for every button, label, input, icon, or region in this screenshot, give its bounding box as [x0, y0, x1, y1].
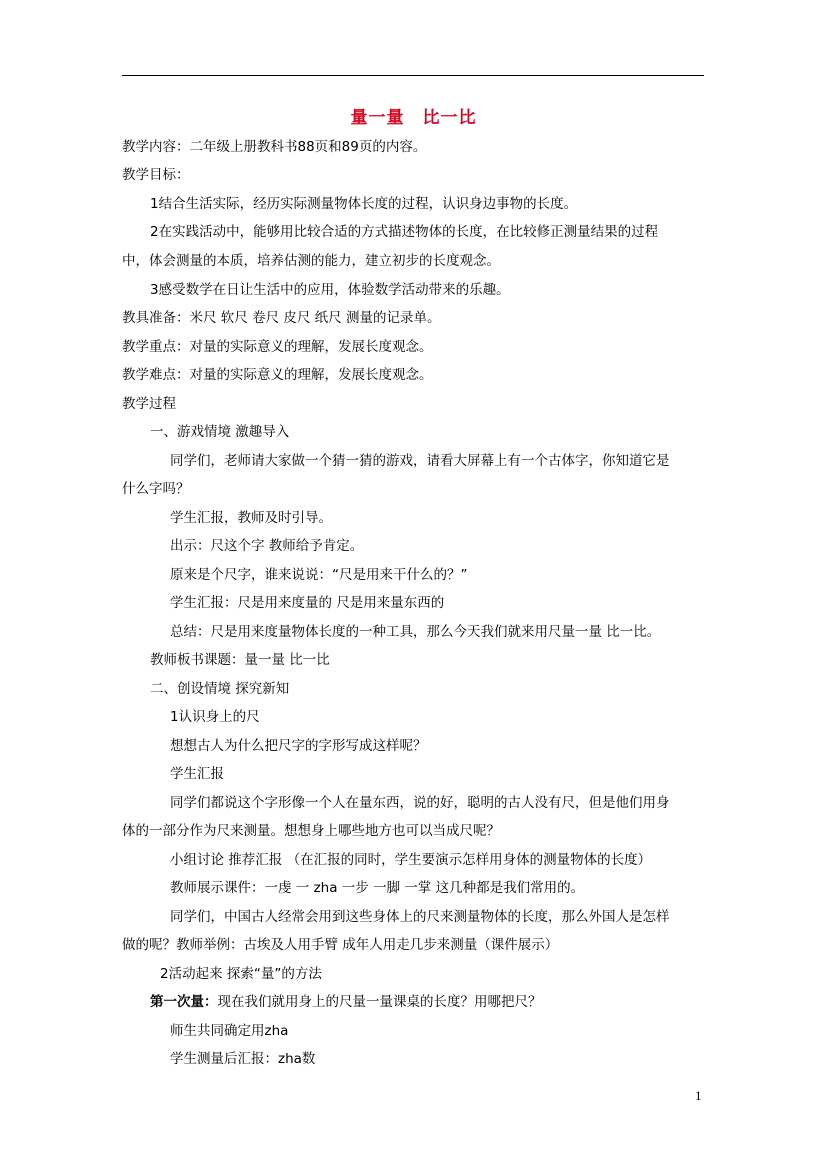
section-heading: 二、创设情境 探究新知 — [150, 681, 290, 697]
text-line: 教学目标： — [122, 167, 190, 183]
header-rule — [122, 75, 704, 76]
page-title: 量一量 比一比 — [350, 108, 477, 128]
text-line: 2在实践活动中，能够用比较合适的方式描述物体的长度，在比较修正测量结果的过程 — [150, 224, 659, 240]
text-line: 同学们，中国古人经常会用到这些身体上的尺来测量物体的长度，那么外国人是怎样 — [170, 909, 670, 925]
text-line: 学生汇报，教师及时引导。 — [170, 510, 332, 526]
text-line: 3感受数学在日让生活中的应用，体验数学活动带来的乐趣。 — [150, 282, 510, 298]
text-line: 1结合生活实际，经历实际测量物体长度的过程，认识身边事物的长度。 — [150, 196, 578, 212]
text-line: 教学过程 — [122, 396, 176, 412]
text-line: 学生汇报 — [170, 766, 224, 782]
text-line: 想想古人为什么把尺字的字形写成这样呢？ — [170, 738, 427, 754]
text-line: 小组讨论 推荐汇报 （在汇报的同时，学生要演示怎样用身体的测量物体的长度） — [170, 852, 652, 868]
text-line: 师生共同确定用zha — [170, 1023, 289, 1039]
text-line: 教学难点：对量的实际意义的理解，发展长度观念。 — [122, 367, 433, 383]
text-line: 出示：尺这个字 教师给予肯定。 — [170, 538, 364, 554]
text-line: 同学们都说这个字形像一个人在量东西，说的好，聪明的古人没有尺，但是他们用身 — [170, 795, 670, 811]
text-line: 什么字吗？ — [122, 481, 190, 497]
page-number: 1 — [695, 1088, 702, 1103]
text-line: 教师板书课题：量一量 比一比 — [150, 652, 330, 668]
text-line: 学生汇报：尺是用来度量的 尺是用来量东西的 — [170, 595, 445, 611]
text-line-rest: 现在我们就用身上的尺量一量课桌的长度？用哪把尺？ — [217, 994, 542, 1010]
text-line: 原来是个尺字，谁来说说：“尺是用来干什么的？” — [170, 567, 468, 583]
text-line: 1认识身上的尺 — [170, 709, 260, 725]
text-line: 同学们，老师请大家做一个猜一猜的游戏，请看大屏幕上有一个古体字，你知道它是 — [170, 453, 670, 469]
text-line — [150, 992, 542, 1012]
text-line: 中，体会测量的本质，培养估测的能力，建立初步的长度观念。 — [122, 253, 500, 269]
text-line: 2活动起来 探索“量”的方法 — [160, 966, 322, 982]
text-line: 总结：尺是用来度量物体长度的一种工具，那么今天我们就来用尺量一量 比一比。 — [170, 624, 661, 640]
text-line: 教师展示课件：一虔 一 zha 一步 一脚 一掌 这几种都是我们常用的。 — [170, 880, 585, 896]
bold-label: 第一次量： — [150, 994, 218, 1010]
text-line: 教学重点：对量的实际意义的理解，发展长度观念。 — [122, 339, 433, 355]
text-line: 学生测量后汇报：zha数 — [170, 1051, 316, 1067]
text-line: 体的一部分作为尺来测量。想想身上哪些地方也可以当成尺呢？ — [122, 823, 500, 839]
text-line: 教学内容：二年级上册教科书88页和89页的内容。 — [122, 139, 427, 155]
text-line: 教具准备：米尺 软尺 卷尺 皮尺 纸尺 测量的记录单。 — [122, 310, 441, 326]
section-heading: 一、游戏情境 激趣导入 — [150, 424, 290, 440]
text-line: 做的呢？教师举例：古埃及人用手臂 成年人用走几步来测量（课件展示） — [122, 937, 559, 953]
